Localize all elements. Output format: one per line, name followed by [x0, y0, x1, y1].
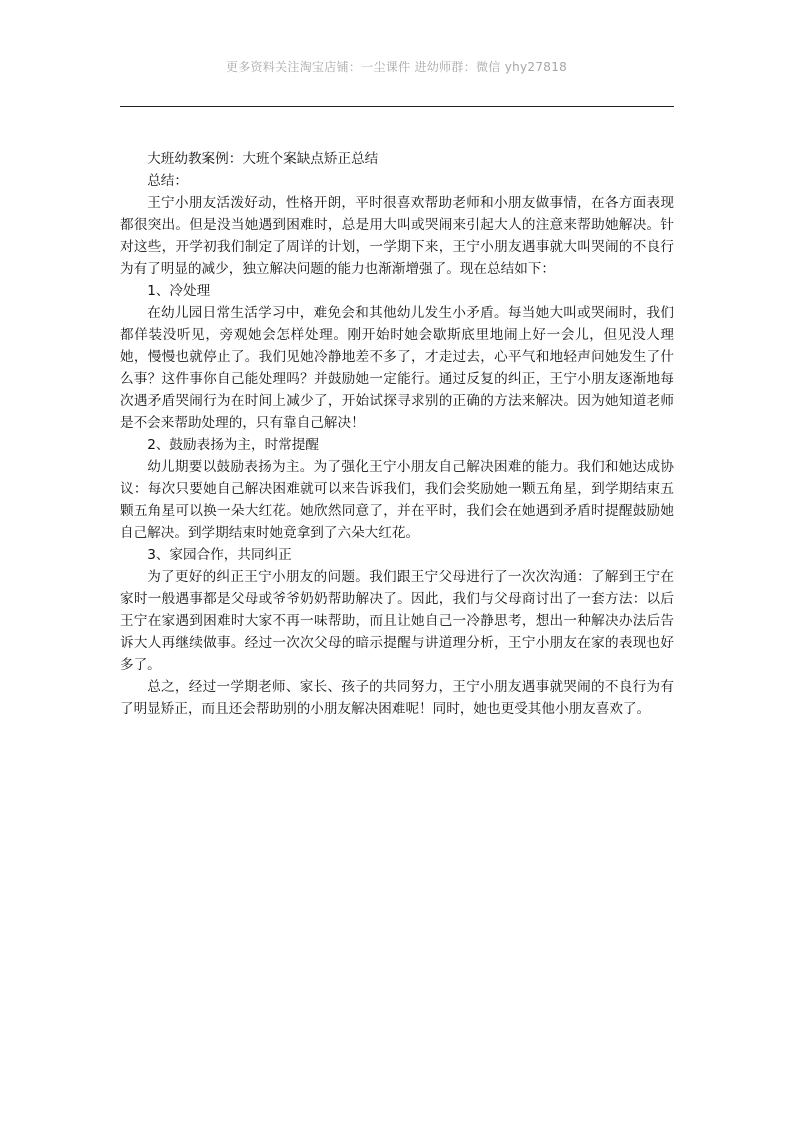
section-heading-2: 2、鼓励表扬为主，时常提醒 — [147, 437, 319, 453]
intro-paragraph: 王宁小朋友活泼好动，性格开朗，平时很喜欢帮助老师和小朋友做事情，在各方面表现都很突出。但是没当她遇到困难时，总是用大叫或哭闹来引起大人的注意来帮助她解决。针对这些，开学初我们制定了周详的计划，一学期下来，王宁小朋友遇事就大叫哭闹的不良行为有了明显的减少，独立解决问题的能力也渐渐增强了。现在总结如下： — [120, 195, 674, 277]
header-banner: 更多资料关注淘宝店铺：一尘课件 进幼师群：微信 yhy27818 — [225, 60, 568, 74]
summary-label: 总结： — [147, 173, 188, 189]
section-paragraph-1: 在幼儿园日常生活学习中，难免会和其他幼儿发生小矛盾。每当她大叫或哭闹时，我们都佯装没听见，旁观她会怎样处理。刚开始时她会歇斯底里地闹上好一会儿，但见没人理她，慢慢也就停止了。我们见她冷静地差不多了，才走过去，心平气和地轻声问她发生了什么事？这件事你自己能处理吗？并鼓励她一定能行。通过反复的纠正，王宁小朋友逐渐地每次遇矛盾哭闹行为在时间上减少了，开始试探寻求别的正确的方法来解决。因为她知道老师是不会来帮助处理的，只有靠自己解决！ — [120, 305, 674, 431]
document-body — [120, 148, 674, 720]
section-paragraph-3: 为了更好的纠正王宁小朋友的问题。我们跟王宁父母进行了一次次沟通：了解到王宁在家时一般遇事都是父母或爷爷奶奶帮助解决了。因此，我们与父母商讨出了一套方法：以后王宁在家遇到困难时大家不再一味帮助，而且让她自己一冷静思考，想出一种解决办法后告诉大人再继续做事。经过一次次父母的暗示提醒与讲道理分析，王宁小朋友在家的表现也好多了。 — [120, 569, 674, 673]
conclusion-paragraph: 总之，经过一学期老师、家长、孩子的共同努力，王宁小朋友遇事就哭闹的不良行为有了明显矫正，而且还会帮助别的小朋友解决困难呢！同时，她也更受其他小朋友喜欢了。 — [120, 679, 674, 717]
section-heading-3: 3、家园合作，共同纠正 — [147, 547, 292, 563]
header-divider — [120, 106, 674, 107]
section-heading-1: 1、冷处理 — [147, 283, 211, 299]
section-paragraph-2: 幼儿期要以鼓励表扬为主。为了强化王宁小朋友自己解决困难的能力。我们和她达成协议：每次只要她自己解决困难就可以来告诉我们，我们会奖励她一颗五角星，到学期结束五颗五角星可以换一朵大红花。她欣然同意了，并在平时，我们会在她遇到矛盾时提醒鼓励她自己解决。到学期结束时她竟拿到了六朵大红花。 — [120, 459, 674, 541]
document-title: 大班幼教案例：大班个案缺点矫正总结 — [147, 151, 379, 167]
